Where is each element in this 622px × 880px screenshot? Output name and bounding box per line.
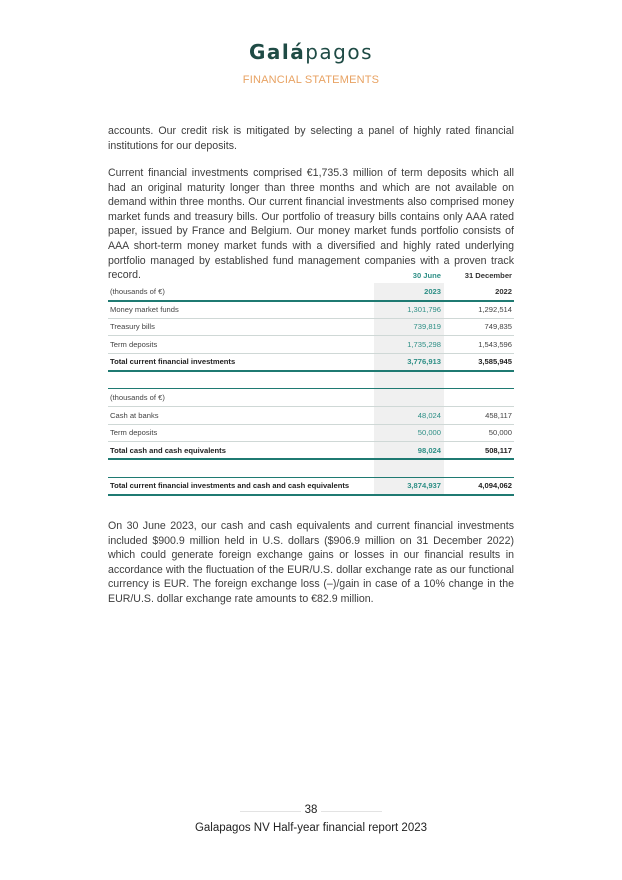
row-value-2022: 50,000 bbox=[444, 424, 514, 442]
row-value-2022: 3,585,945 bbox=[444, 353, 514, 371]
table-spacer bbox=[108, 459, 514, 477]
paragraph-financial-investments: Current financial investments comprised €1,735.3 million of term deposits which all had an original maturity longer than three months and which are not available on demand within three months. Our current financial investments also comprised money market funds and treasury bills. Our portfolio of treasury bills contains only AAA rated paper, issued by France and Belgium. Our money market funds portfolio consists of AAA short-term money market funds with a diversified and highly rated underlying portfolio managed by established fund management companies with a proven track record. bbox=[108, 167, 514, 282]
col-header-30-june: 30 June bbox=[374, 268, 444, 283]
row-label: Total current financial investments bbox=[108, 353, 374, 371]
row-value-2023: 3,874,937 bbox=[374, 477, 444, 495]
row-value-2022: 458,117 bbox=[444, 407, 514, 425]
row-value-2022: 1,543,596 bbox=[444, 336, 514, 354]
table-row bbox=[108, 301, 514, 319]
report-title: Galapagos NV Half-year financial report 2023 bbox=[194, 822, 428, 834]
col-year-2022: 2022 bbox=[444, 283, 514, 301]
row-value-2023: 48,024 bbox=[374, 407, 444, 425]
logo-bold-part: Galá bbox=[248, 40, 306, 64]
table-row bbox=[108, 318, 514, 336]
unit-label: (thousands of €) bbox=[108, 389, 374, 407]
table-header-cash bbox=[108, 389, 514, 407]
table-header-dates bbox=[108, 268, 514, 283]
row-value-2022: 749,835 bbox=[444, 318, 514, 336]
row-value-2023: 98,024 bbox=[374, 442, 444, 460]
table-spacer bbox=[108, 371, 514, 389]
row-label: Treasury bills bbox=[108, 318, 374, 336]
unit-label: (thousands of €) bbox=[108, 283, 374, 301]
row-value-2023: 50,000 bbox=[374, 424, 444, 442]
paragraph-credit-risk: accounts. Our credit risk is mitigated by selecting a panel of highly rated financial institutions for our deposits. bbox=[108, 125, 514, 152]
row-value-2023: 739,819 bbox=[374, 318, 444, 336]
page-number bbox=[0, 804, 622, 816]
row-label: Cash at banks bbox=[108, 407, 374, 425]
section-title: FINANCIAL STATEMENTS bbox=[242, 74, 380, 86]
page-number-text: 38 bbox=[301, 804, 322, 816]
table-header-years bbox=[108, 283, 514, 301]
col-header-31-december: 31 December bbox=[464, 271, 512, 280]
grand-total-row bbox=[108, 477, 514, 495]
row-value-2022: 4,094,062 bbox=[444, 477, 514, 495]
col-year-2023: 2023 bbox=[374, 283, 444, 301]
logo-light-part: pagos bbox=[305, 40, 374, 64]
row-label: Term deposits bbox=[108, 336, 374, 354]
company-logo bbox=[0, 40, 622, 64]
financial-investments-table bbox=[108, 268, 514, 496]
total-row-investments bbox=[108, 353, 514, 371]
row-value-2022: 1,292,514 bbox=[444, 301, 514, 319]
row-value-2023: 1,301,796 bbox=[374, 301, 444, 319]
table-row bbox=[108, 407, 514, 425]
table-row bbox=[108, 336, 514, 354]
row-value-2023: 3,776,913 bbox=[374, 353, 444, 371]
total-row-cash bbox=[108, 442, 514, 460]
row-label: Money market funds bbox=[108, 301, 374, 319]
row-label: Total cash and cash equivalents bbox=[108, 442, 374, 460]
paragraph-fx-exposure: On 30 June 2023, our cash and cash equivalents and current financial investments included $900.9 million held in U.S. dollars ($906.9 million on 31 December 2022) which could generate foreign exchange gains or losses in our financial results in accordance with the fluctuation of the EUR/U.S. dollar exchange rate as our functional currency is EUR. The foreign exchange loss (–)/gain in case of a 10% change in the EUR/U.S. dollar exchange rate amounts to €82.9 million. bbox=[108, 520, 514, 605]
row-label: Term deposits bbox=[108, 424, 374, 442]
row-value-2023: 1,735,298 bbox=[374, 336, 444, 354]
row-label: Total current financial investments and cash and cash equivalents bbox=[108, 477, 374, 495]
table-row bbox=[108, 424, 514, 442]
row-value-2022: 508,117 bbox=[444, 442, 514, 460]
